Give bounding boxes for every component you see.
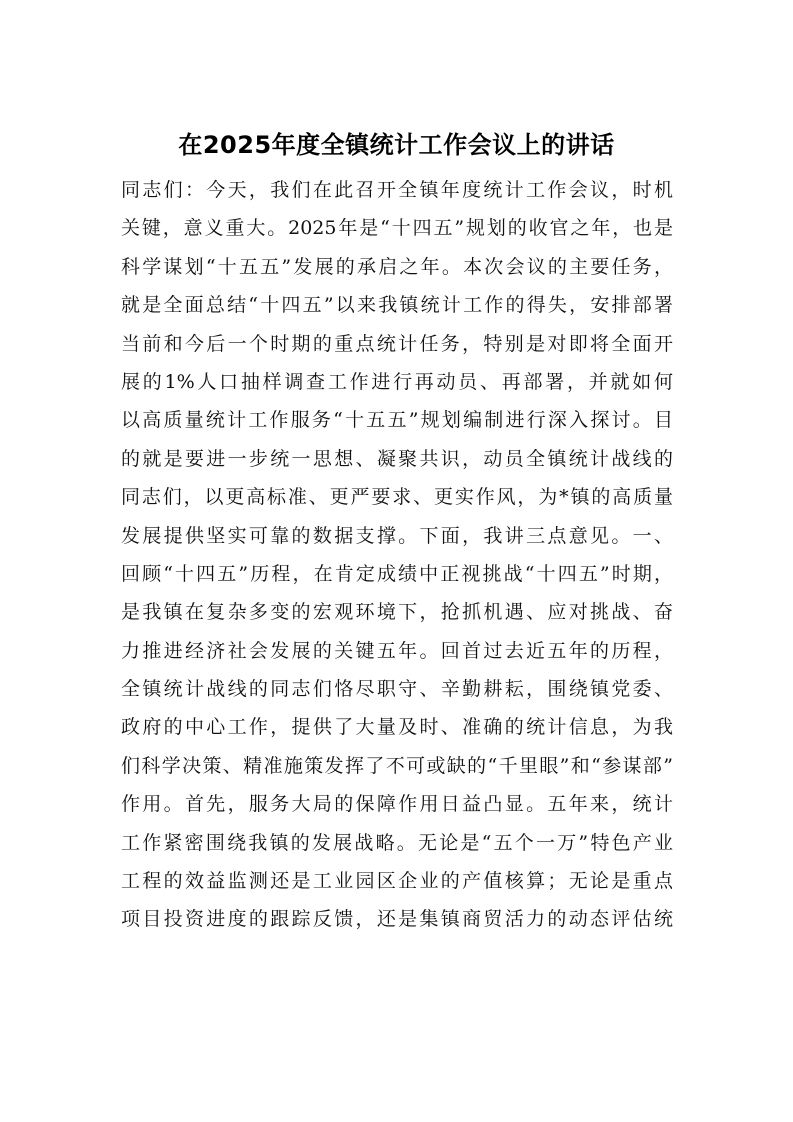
body-line: 回顾“十四五”历程，在肯定成绩中正视挑战“十四五”时期， bbox=[121, 562, 673, 585]
body-line: 发展提供坚实可靠的数据支撑。下面，我讲三点意见。一、 bbox=[121, 524, 673, 547]
body-line: 工程的效益监测还是工业园区企业的产值核算；无论是重点 bbox=[121, 870, 673, 893]
body-line: 科学谋划“十五五”发展的承启之年。本次会议的主要任务， bbox=[121, 255, 673, 278]
body-line: 政府的中心工作，提供了大量及时、准确的统计信息，为我 bbox=[121, 716, 673, 739]
body-line: 当前和今后一个时期的重点统计任务，特别是对即将全面开 bbox=[121, 332, 673, 355]
document-title: 在2025年度全镇统计工作会议上的讲话 bbox=[178, 131, 615, 159]
body-line: 同志们，以更高标准、更严要求、更实作风，为*镇的高质量 bbox=[121, 486, 673, 509]
body-line: 全镇统计战线的同志们恪尽职守、辛勤耕耘，围绕镇党委、 bbox=[121, 678, 673, 701]
body-line: 工作紧密围绕我镇的发展战略。无论是“五个一万”特色产业 bbox=[121, 831, 673, 854]
body-line: 的就是要进一步统一思想、凝聚共识，动员全镇统计战线的 bbox=[121, 447, 673, 470]
body-line: 作用。首先，服务大局的保障作用日益凸显。五年来，统计 bbox=[121, 793, 673, 816]
body-line: 力推进经济社会发展的关键五年。回首过去近五年的历程， bbox=[121, 639, 673, 662]
body-line: 以高质量统计工作服务“十五五”规划编制进行深入探讨。目 bbox=[121, 409, 673, 432]
body-line: 展的1%人口抽样调查工作进行再动员、再部署，并就如何 bbox=[121, 370, 673, 393]
body-line: 就是全面总结“十四五”以来我镇统计工作的得失，安排部署 bbox=[121, 294, 673, 317]
body-line: 同志们：今天，我们在此召开全镇年度统计工作会议，时机 bbox=[121, 179, 673, 201]
document-body bbox=[121, 171, 673, 939]
body-line: 关键，意义重大。2025年是“十四五”规划的收官之年，也是 bbox=[121, 217, 673, 240]
body-line: 是我镇在复杂多变的宏观环境下，抢抓机遇、应对挑战、奋 bbox=[121, 601, 673, 624]
body-line: 项目投资进度的跟踪反馈，还是集镇商贸活力的动态评估统 bbox=[121, 908, 673, 931]
body-line: 们科学决策、精准施策发挥了不可或缺的“千里眼”和“参谋部” bbox=[121, 754, 673, 777]
